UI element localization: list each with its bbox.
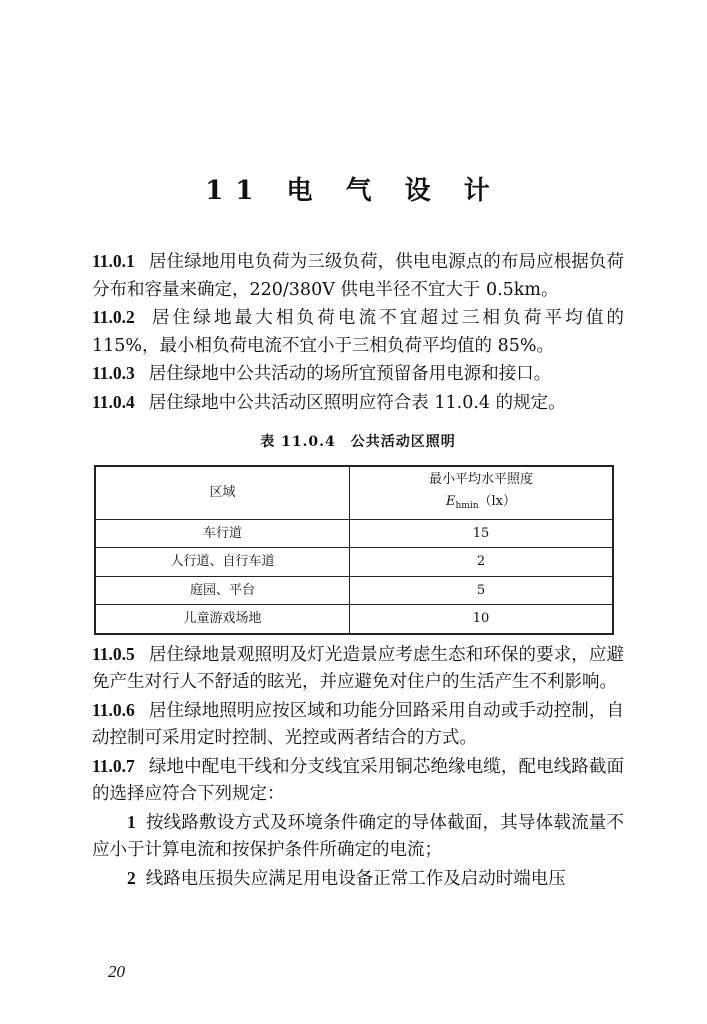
sub-item-number: 2 xyxy=(127,867,136,888)
row-value: 10 xyxy=(350,605,614,634)
table-row xyxy=(95,605,613,634)
table-row xyxy=(95,576,613,605)
clause-number: 11.0.6 xyxy=(92,699,135,720)
lighting-table xyxy=(94,465,614,635)
sub-item-2 xyxy=(92,865,624,894)
clause-text: 绿地中配电干线和分支线宜采用铜芯绝缘电缆，配电线路截面的选择应符合下列规定： xyxy=(92,756,624,804)
sub-item-text: 按线路敷设方式及环境条件确定的导体截面，其导体载流量不应小于计算电流和按保护条件所确定的电流； xyxy=(92,812,624,860)
header-area: 区域 xyxy=(95,466,350,520)
clause-number: 11.0.1 xyxy=(92,251,135,271)
row-value: 2 xyxy=(350,548,614,577)
clause-11-0-3 xyxy=(92,360,624,389)
chapter-title: 11 电 气 设 计 xyxy=(205,176,502,206)
sub-item-text: 线路电压损失应满足用电设备正常工作及启动时端电压 xyxy=(145,868,566,889)
clause-number: 11.0.3 xyxy=(92,363,135,383)
clause-11-0-2 xyxy=(92,304,624,360)
clause-number: 11.0.5 xyxy=(92,643,135,664)
illuminance-symbol: E xyxy=(445,493,456,509)
table-row xyxy=(95,548,613,577)
clause-11-0-5 xyxy=(92,641,624,697)
row-area: 车行道 xyxy=(95,519,350,548)
clause-11-0-7 xyxy=(92,753,624,809)
clause-text: 居住绿地景观照明及灯光造景应考虑生态和环保的要求，应避免产生对行人不舒适的眩光，并应避免对住户的生活产生不利影响。 xyxy=(92,644,624,692)
clause-11-0-4 xyxy=(92,389,624,418)
row-area: 庭园、平台 xyxy=(95,576,350,605)
illuminance-unit: （lx） xyxy=(478,493,516,509)
row-area: 人行道、自行车道 xyxy=(95,548,350,577)
clause-text: 居住绿地最大相负荷电流不宜超过三相负荷平均值的 115%，最小相负荷电流不宜小于三相负荷平均值的 85%。 xyxy=(92,308,624,356)
clause-text: 居住绿地照明应按区域和功能分回路采用自动或手动控制，自动控制可采用定时控制、光控或两者结合的方式。 xyxy=(92,700,624,748)
illuminance-subscript: hmin xyxy=(455,500,479,511)
clause-text: 居住绿地中公共活动的场所宜预留备用电源和接口。 xyxy=(148,364,552,384)
header-illuminance xyxy=(350,466,614,520)
sub-item-number: 1 xyxy=(127,811,136,832)
body-text xyxy=(92,248,624,893)
clause-11-0-6 xyxy=(92,697,624,753)
clause-11-0-1 xyxy=(92,248,624,304)
header-illuminance-symbol xyxy=(350,491,612,517)
table-header-row xyxy=(95,466,613,520)
table-caption: 表 11.0.4 公共活动区照明 xyxy=(260,434,456,450)
page-number: 20 xyxy=(108,962,125,981)
table-row xyxy=(95,519,613,548)
row-value: 15 xyxy=(350,519,614,548)
clause-number: 11.0.7 xyxy=(92,755,135,776)
clause-text: 居住绿地中公共活动区照明应符合表 11.0.4 的规定。 xyxy=(148,392,566,413)
row-value: 5 xyxy=(350,576,614,605)
header-illuminance-title: 最小平均水平照度 xyxy=(428,471,533,487)
clause-number: 11.0.2 xyxy=(92,307,135,327)
row-area: 儿童游戏场地 xyxy=(95,605,350,634)
sub-item-1 xyxy=(92,809,624,865)
clause-text: 居住绿地用电负荷为三级负荷，供电电源点的布局应根据负荷分布和容量来确定，220/380V 供电半径不宜大于 0.5km。 xyxy=(92,252,624,300)
clause-number: 11.0.4 xyxy=(92,391,135,412)
